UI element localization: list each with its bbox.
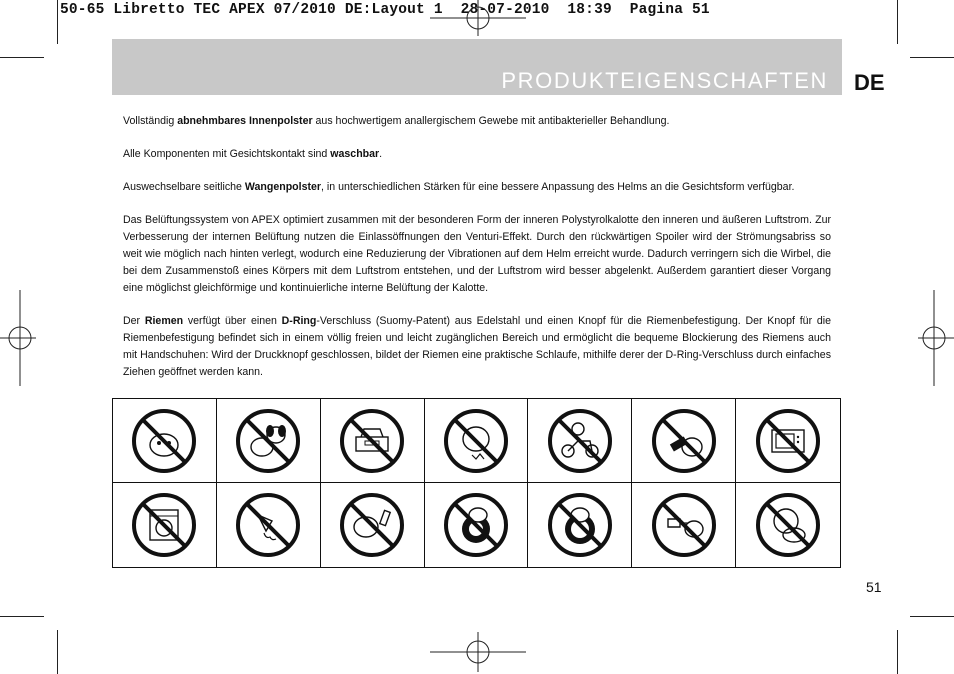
no-car-roof-icon	[336, 405, 408, 477]
bold-text: waschbar	[330, 148, 380, 160]
registration-mark-left	[0, 290, 36, 386]
text-run: Vollständig	[123, 115, 178, 127]
text-run: aus hochwertigem anallergischem Gewebe mit antibakterieller Behandlung.	[312, 115, 670, 127]
paragraph	[123, 146, 831, 163]
header-bar	[112, 39, 842, 95]
page-title: PRODUKTEIGENSCHAFTEN	[501, 68, 828, 93]
no-exhaust-heat-icon	[440, 489, 512, 561]
warning-cell	[632, 483, 736, 567]
body-text	[123, 113, 831, 397]
warning-cell	[632, 399, 736, 483]
warning-cell	[217, 483, 321, 567]
warning-cell	[528, 483, 632, 567]
paragraph	[123, 313, 831, 381]
text-run: Das Belüftungssystem von APEX optimiert zusammen mit der besonderen Form der inneren Polystyrolkalotte den inneren und äußeren Luftstrom. Zur Verbesserung der internen Belüftung nutzen die Einlassöffnungen den Venturi-Effekt. Durch den rückwärtigen Spoiler wird der Strömungsabriss so weit wie möglich nach hinten verlegt, wodurch eine Reduzierung der Vibrationen auf dem Helm erreicht wurde. Dadurch verringern sich die Wirbel, die bei dem Zusammenstoß eines Körpers mit dem Luftstrom entstehen, und der Luftstrom wird besser abgelenkt. Außerdem garantiert dieser Vorgang eine möglichst gleichförmige und kontinuierliche interne Belüftung der Kalotte.	[123, 214, 831, 294]
crop-mark	[57, 0, 58, 44]
registration-mark-top	[430, 0, 526, 36]
paragraph	[123, 212, 831, 297]
crop-mark	[897, 0, 898, 44]
language-code: DE	[854, 70, 885, 95]
warning-cell	[425, 483, 529, 567]
warning-cell	[736, 399, 840, 483]
no-paint-icon	[232, 489, 304, 561]
registration-mark-right	[918, 290, 954, 386]
bold-text: Riemen	[144, 315, 184, 327]
text-run: Auswechselbare seitliche	[123, 181, 245, 193]
bold-text: Wangenpolster	[244, 181, 322, 193]
warning-cell	[113, 399, 217, 483]
crop-mark	[910, 57, 954, 58]
crop-mark	[57, 630, 58, 674]
no-dog-chewing-icon	[232, 405, 304, 477]
text-run: , in unterschiedlichen Stärken für eine bessere Anpassung des Helms an die Gesichtsform verfügbar.	[321, 181, 795, 193]
bold-text: abnehmbares Innenpolster	[177, 115, 313, 127]
no-solvent-bottle-icon	[648, 405, 720, 477]
crop-mark	[0, 57, 44, 58]
warning-cell	[321, 399, 425, 483]
warning-cell	[425, 399, 529, 483]
text-run: verfügt über einen	[183, 315, 282, 327]
paragraph	[123, 179, 831, 196]
bold-text: D-Ring	[281, 315, 317, 327]
paragraph	[123, 113, 831, 130]
no-washing-machine-icon	[128, 489, 200, 561]
no-hair-dryer-icon	[648, 489, 720, 561]
no-sun-heat-icon	[752, 489, 824, 561]
page-number: 51	[866, 579, 882, 595]
crop-mark	[0, 616, 44, 617]
warning-cell	[736, 483, 840, 567]
text-run: -Verschluss (Suomy-Patent) aus Edelstahl und einen Knopf für die Riemenbefestigung. Der Knopf für die Riemenbefestigung befindet sich in einem völlig freien und leicht zugänglichen Bereich und ermöglicht die bequeme Blockierung des Riemens auch mit Handschuhen: Wird der Druckknopf geschlossen, bildet der Riemen eine praktische Schlaufe, mithilfe derer der D-Ring-Verschluss durch einfaches Ziehen geöffnet werden kann.	[123, 315, 831, 378]
crop-mark	[897, 630, 898, 674]
warning-icons-grid	[112, 398, 841, 568]
crop-mark	[910, 616, 954, 617]
no-helmet-on-motorbike-mirror-icon	[544, 405, 616, 477]
text-run: Alle Komponenten mit Gesichtskontakt sind	[123, 148, 331, 160]
warning-cell	[528, 399, 632, 483]
no-helmet-drop-icon	[440, 405, 512, 477]
no-spray-icon	[336, 489, 408, 561]
no-microwave-icon	[752, 405, 824, 477]
no-tire-icon	[544, 489, 616, 561]
slug-line: 50-65 Libretto TEC APEX 07/2010 DE:Layout 1 28-07-2010 18:39 Pagina 51	[60, 2, 710, 18]
no-helmet-chemicals-icon	[128, 405, 200, 477]
warning-cell	[113, 483, 217, 567]
warning-cell	[321, 483, 425, 567]
text-run: Der	[123, 315, 145, 327]
registration-mark-bottom	[430, 632, 526, 672]
warning-cell	[217, 399, 321, 483]
text-run: .	[379, 148, 383, 160]
